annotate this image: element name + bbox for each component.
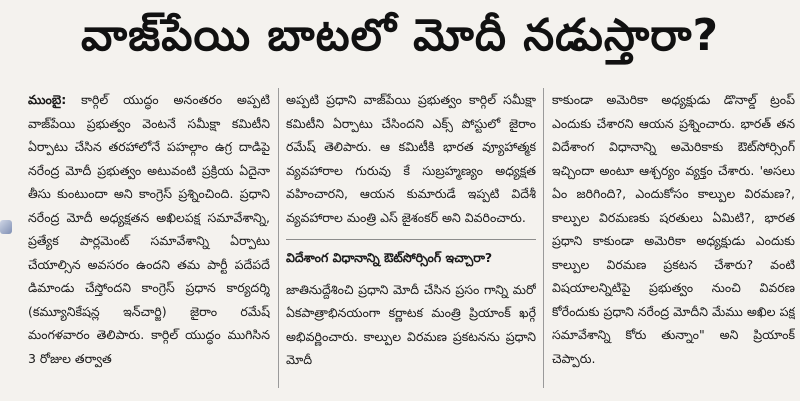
paragraph: జాతినుద్దేశించి ప్రధాని మోదీ చేసిన ప్రసం గాన్ని మరో ఏకపాత్రాభినయంగా కర్ణాటక మంత్రి ప్రియాంక్ ఖర్గే అభివర్ణించారు. కాల్పుల విరమణ ప్రకటనను ప్రధాని మోదీ bbox=[286, 281, 536, 367]
article-headline: వాజ్‌పేయి బాటలో మోదీ నడుస్తారా? bbox=[80, 10, 720, 61]
page-edge-marker bbox=[0, 220, 12, 234]
article-column-3 bbox=[552, 88, 795, 393]
paragraph-text: కార్గిల్ యుద్ధం అనంతరం అప్పటి వాజ్‌పేయి ప్రభుత్వం వెంటనే సమీక్షా కమిటీని ఏర్పాటు చేసిన తరహాలోనే పహల్గాం ఉగ్ర దాడిపై నరేంద్ర మోదీ ప్రభుత్వం అటువంటి ప్రక్రియ ఏదైనా తీసు కుంటుందా అని కాంగ్రెస్ ప్రశ్నించింది. ప్రధాని నరేంద్ర మోదీ అధ్యక్షతన అఖిలపక్ష సమావేశాన్ని, ప్రత్యేక పార్లమెంట్ సమావేశాన్ని ఏర్పాటు చేయాల్సిన అవసరం ఉందని తమ పార్టీ పదేపదే డిమాండు చేస్తోందని కాంగ్రెస్ ప్రధాన కార్యదర్శి (కమ్యూనికేషన్ల ఇన్‌చార్జి) జైరాం రమేష్ మంగళవారం తెలిపారు. కార్గిల్ యుద్ధం ముగిసిన 3 రోజుల తర్వాత bbox=[28, 92, 270, 366]
dateline: ముంబై: bbox=[28, 92, 67, 107]
article-column-1 bbox=[28, 88, 270, 393]
article-body bbox=[20, 88, 795, 393]
paragraph: అప్పటి ప్రధాని వాజ్‌పేయి ప్రభుత్వం కార్గిల్ సమీక్షా కమిటీని ఏర్పాటు చేసిందని ఎక్స్ పోస్టులో జైరాం రమేష్ తెలిపారు. ఆ కమిటీకి భారత వ్యూహాత్మక వ్యవహారాల గురువు కే సుబ్రహ్మణ్యం అధ్యక్షత వహించారని, ఆయన కుమారుడే ఇప్పటి విదేశీ వ్యవహారాల మంత్రి ఎస్ జైశంకర్ అని వివరించారు. bbox=[286, 92, 536, 225]
section-subheading: విదేశాంగ విధానాన్ని ఔట్‌సోర్సింగ్ ఇచ్చారా? bbox=[286, 239, 536, 270]
column-divider bbox=[278, 88, 279, 388]
paragraph: కాకుండా అమెరికా అధ్యక్షుడు డొనాల్డ్ ట్రంప్ ఎందుకు చేశారని ఆయన ప్రశ్నించారు. భారత్ తన విదేశాంగ విధానాన్ని అమెరికాకు ఔట్‌సోర్సింగ్ ఇచ్చిందా అంటూ ఆశ్చర్యం వ్యక్తం చేశారు. 'అసలు ఏం జరిగింది?, ఎందుకోసం కాల్పుల విరమణ?, కాల్పుల విరమణకు షరతులు ఏమిటి?, భారత ప్రధాని కాకుండా అమెరికా అధ్యక్షుడు ఎందుకు కాల్పుల విరమణ ప్రకటన చేశారు? వంటి విషయాలన్నిటిపై ప్రభుత్వం నుంచి వివరణ కోరేందుకు ప్రధాని నరేంద్ర మోదీని మేము అఖిల పక్ష సమావేశాన్ని కోరు తున్నాం" అని ప్రియాంక్ చెప్పారు. bbox=[552, 92, 795, 366]
paragraph bbox=[28, 88, 270, 370]
article-column-2 bbox=[286, 88, 536, 393]
column-divider bbox=[543, 88, 544, 388]
